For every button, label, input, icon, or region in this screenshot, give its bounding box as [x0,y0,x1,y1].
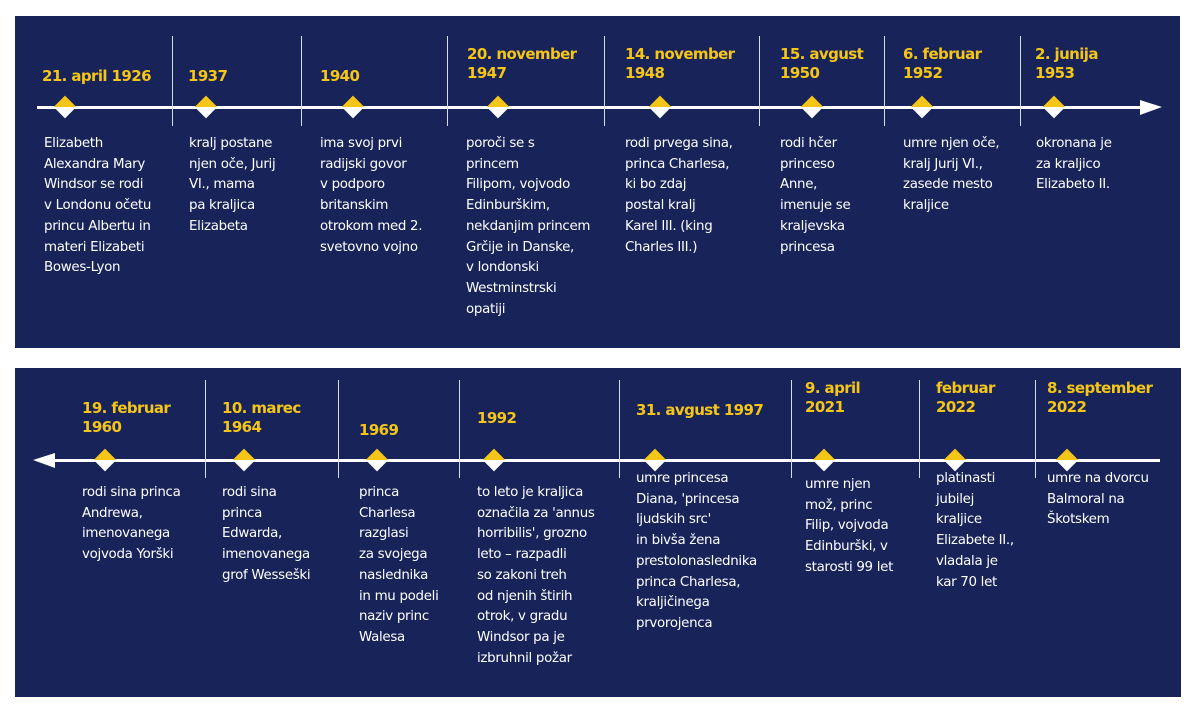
event-date: 31. avgust 1997 [636,401,764,419]
timeline-panel-1926-1953 [15,16,1180,348]
event-description: to leto je kraljica označila za 'annus horribilis', grozno leto – razpadli so zakoni treh od njenih štirih otrok, v gradu Windsor pa je izbruhnil požar [477,485,595,666]
column-divider [205,380,206,478]
column-divider [338,380,339,478]
event-description: rodi prvega sina, princa Charlesa, ki bo zdaj postal kralj Karel III. (king Charles III.) [625,136,733,255]
event-description: rodi sina princa Edwarda, imenovanega grof Wesseški [222,485,311,583]
column-divider [172,36,173,126]
timeline-marker-icon [813,449,836,472]
event-date: 14. november 1948 [625,45,735,82]
event-date: 6. februar 1952 [903,45,982,82]
event-date: 2. junija 1953 [1035,45,1098,82]
column-divider [447,36,448,126]
event-date: 20. november 1947 [467,45,577,82]
timeline-arrowhead-icon [1140,100,1162,115]
event-description: rodi sina princa Andrewa, imenovanega vojvoda Yorški [82,485,181,563]
column-divider [1035,380,1036,478]
timeline-marker-icon [54,96,77,119]
timeline-marker-icon [487,96,510,119]
column-divider [759,36,760,126]
event-date: 8. september 2022 [1047,379,1153,416]
event-date: 1969 [359,421,399,439]
event-description: umre njen mož, princ Filip, vojvoda Edinburški, v starosti 99 let [805,477,894,575]
event-date: 1940 [320,67,360,85]
column-divider [1020,36,1021,126]
event-date: 19. februar 1960 [82,399,171,436]
column-divider [791,380,792,478]
event-date: 15. avgust 1950 [780,45,864,82]
timeline-marker-icon [644,449,667,472]
event-description: okronana je za kraljico Elizabeto II. [1036,136,1112,193]
timeline-marker-icon [1043,96,1066,119]
timeline-panel-1960-2022 [15,368,1181,697]
timeline-marker-icon [944,449,967,472]
column-divider [459,380,460,478]
timeline-marker-icon [801,96,824,119]
column-divider [604,36,605,126]
column-divider [919,380,920,478]
timeline-marker-icon [649,96,672,119]
event-description: umre njen oče, kralj Jurij VI., zasede mesto kraljice [903,136,1000,214]
event-description: kralj postane njen oče, Jurij VI., mama pa kraljica Elizabeta [189,136,276,234]
event-description: umre na dvorcu Balmoral na Škotskem [1047,471,1149,528]
event-description: rodi hčer princeso Anne, imenuje se kraljevska princesa [780,136,851,255]
timeline-marker-icon [342,96,365,119]
timeline-marker-icon [195,96,218,119]
timeline-axis [55,459,1160,462]
event-description: poroči se s princem Filipom, vojvodo Edinburškim, nekdanjim princem Grčije in Danske, v londonski Westminstrski opatiji [466,136,591,317]
timeline-marker-icon [1056,449,1079,472]
column-divider [619,380,620,478]
event-date: 10. marec 1964 [222,399,301,436]
timeline-marker-icon [233,449,256,472]
timeline-marker-icon [94,449,117,472]
event-date: 1937 [188,67,228,85]
event-date: 1992 [477,409,517,427]
timeline-marker-icon [483,449,506,472]
timeline-marker-icon [366,449,389,472]
event-date: 9. april 2021 [805,379,861,416]
event-description: platinasti jubilej kraljice Elizabete II., vladala je kar 70 let [936,471,1014,590]
column-divider [884,36,885,126]
column-divider [301,36,302,126]
event-description: Elizabeth Alexandra Mary Windsor se rodi v Londonu očetu princu Albertu in materi Elizabeti Bowes-Lyon [44,136,152,276]
event-description: ima svoj prvi radijski govor v podporo britanskim otrokom med 2. svetovno vojno [320,136,423,255]
event-description: princa Charlesa razglasi za svojega naslednika in mu podeli naziv princ Walesa [359,485,439,645]
timeline-arrowhead-icon [33,453,55,468]
event-description: umre princesa Diana, 'princesa ljudskih src' in bivša žena prestolonaslednika princa Charlesa, kraljičinega prvorojenca [636,471,757,631]
event-date: februar 2022 [936,379,995,416]
event-date: 21. april 1926 [42,67,151,85]
timeline-marker-icon [911,96,934,119]
